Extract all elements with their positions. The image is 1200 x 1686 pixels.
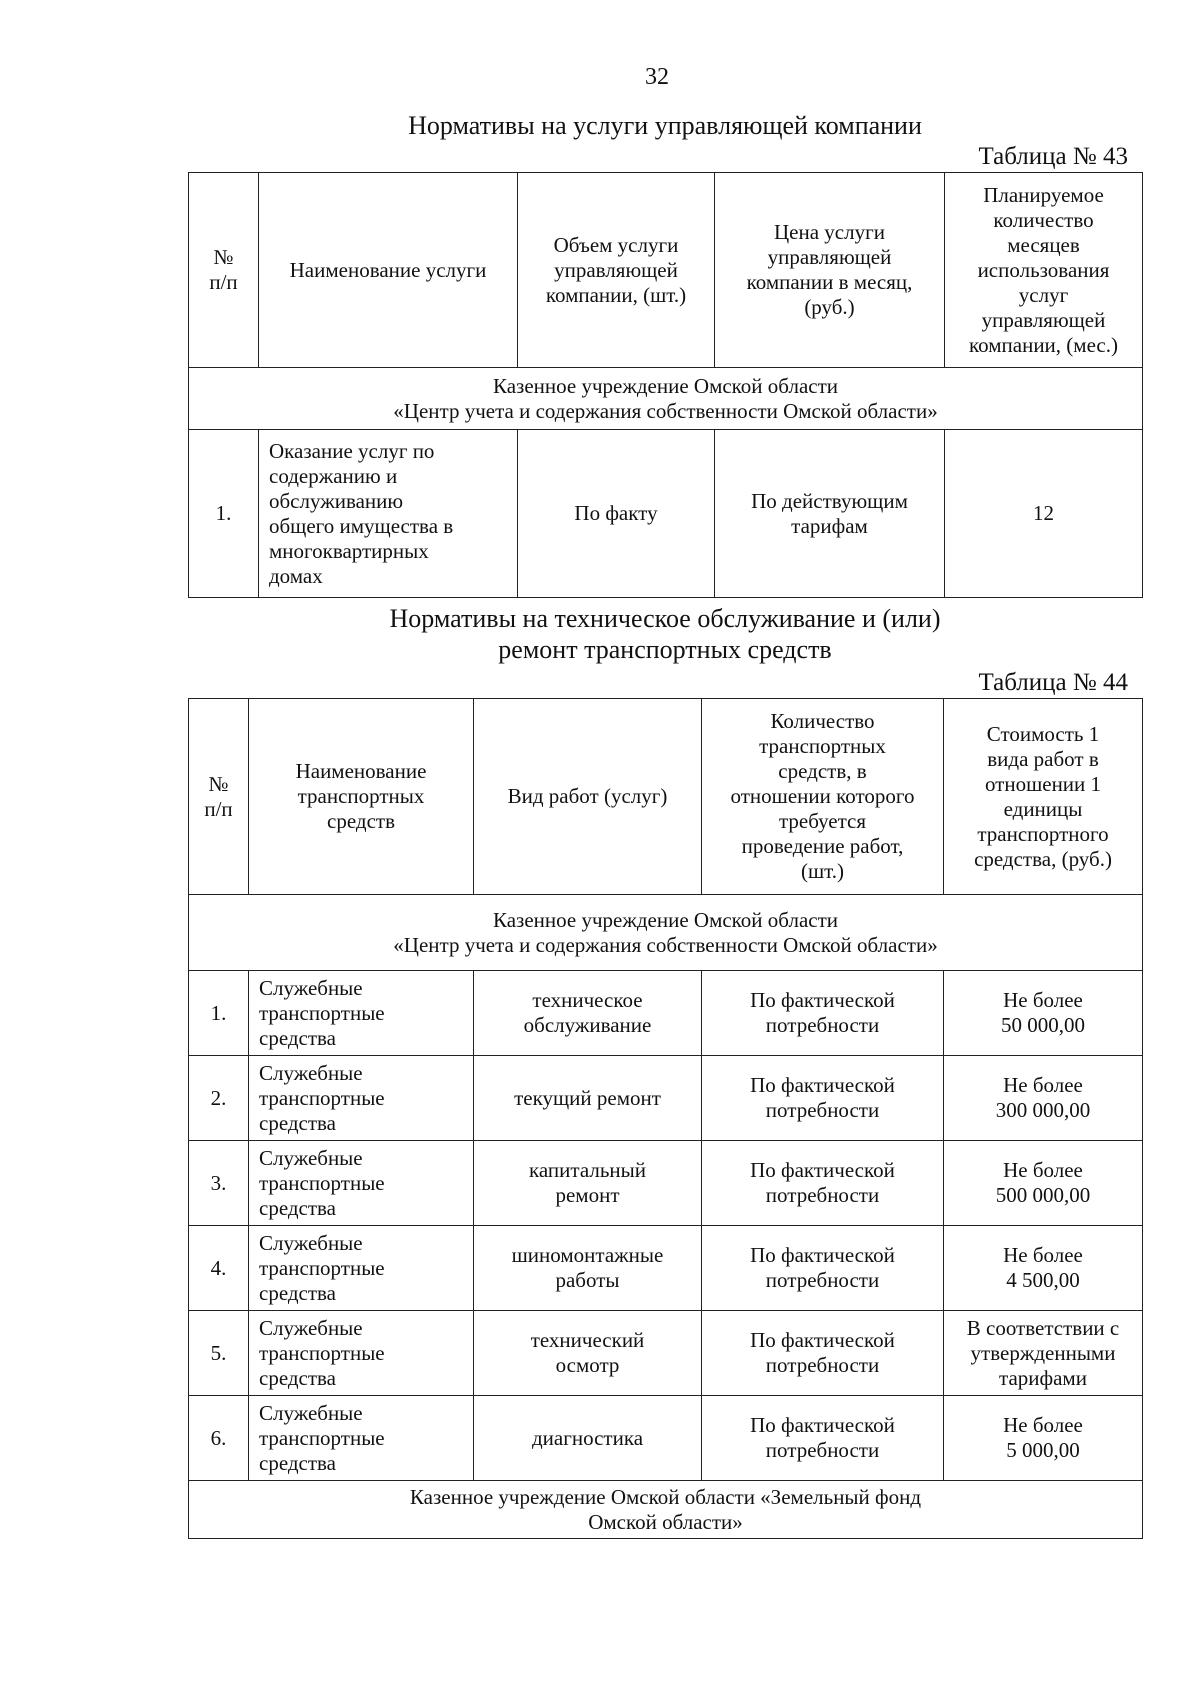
text-line: обслуживанию — [269, 488, 404, 513]
row-num: 5. — [189, 1311, 249, 1396]
row-vehicle-name — [249, 971, 474, 1056]
text-line: использования — [977, 257, 1110, 282]
row-work-type — [474, 971, 702, 1056]
text-line: компании, (мес.) — [969, 332, 1118, 357]
text-line: общего имущества в — [269, 513, 454, 538]
header-work-type — [474, 699, 702, 895]
row-cost — [944, 1056, 1143, 1141]
row-work-type — [474, 1396, 702, 1481]
text-line: (руб.) — [804, 295, 855, 319]
text-line: По фактической — [750, 1073, 895, 1097]
row-cost — [944, 1396, 1143, 1481]
table44-number: Таблица № 44 — [978, 669, 1128, 696]
row-num: 4. — [189, 1226, 249, 1311]
row-vehicle-count — [702, 1396, 944, 1481]
header-num — [189, 173, 259, 368]
text-line: текущий ремонт — [514, 1085, 661, 1110]
header-vehicle-name — [249, 699, 474, 895]
table44-org2-row — [189, 1481, 1143, 1539]
org-name — [189, 1481, 1143, 1539]
text-line: транспортные — [259, 1085, 385, 1110]
row-work-type — [474, 1141, 702, 1226]
text-line: Служебные — [259, 975, 363, 1000]
table-row — [189, 1311, 1143, 1396]
row-work-type — [474, 1311, 702, 1396]
text-line: Оказание услуг по — [269, 438, 435, 463]
table44-org-row — [189, 895, 1143, 971]
text-line: средства — [259, 1025, 337, 1050]
text-line: (шт.) — [800, 859, 844, 883]
text-line: средства — [259, 1450, 337, 1475]
table-row — [189, 1226, 1143, 1311]
text-line: Служебные — [259, 1060, 363, 1085]
text-line: Служебные — [259, 1400, 363, 1425]
text-line: Цена услуги — [774, 220, 885, 244]
text-line: потребности — [765, 1438, 880, 1462]
row-num: 2. — [189, 1056, 249, 1141]
text-line: «Центр учета и содержания собственности Омской области» — [393, 398, 938, 423]
text-line: По фактической — [750, 1158, 895, 1182]
table44-header-row — [189, 699, 1143, 895]
text-line: утвержденными — [970, 1340, 1116, 1365]
row-vehicle-count — [702, 1311, 944, 1396]
text-line: № — [213, 245, 234, 269]
row-num: 6. — [189, 1396, 249, 1481]
text-line: Служебные — [259, 1230, 363, 1255]
text-line: Не более — [1003, 1243, 1083, 1267]
header-price — [715, 173, 945, 368]
text-line: вида работ в — [987, 746, 1099, 771]
text-line: тарифами — [999, 1365, 1087, 1390]
text-line: единицы — [1003, 796, 1083, 821]
table-row — [189, 1141, 1143, 1226]
text-line: Казенное учреждение Омской области — [492, 373, 838, 398]
text-line: 300 000,00 — [995, 1098, 1091, 1122]
text-line: потребности — [765, 1098, 880, 1122]
text-line: ремонт — [555, 1183, 620, 1207]
text-line: транспортного — [977, 821, 1109, 846]
row-vehicle-count — [702, 1141, 944, 1226]
text-line: работы — [555, 1268, 620, 1292]
text-line: средства — [259, 1280, 337, 1305]
text-line: средств, в — [778, 759, 867, 783]
text-line: тарифам — [791, 513, 868, 538]
text-line: По фактической — [750, 1328, 895, 1352]
row-cost — [944, 971, 1143, 1056]
table43-header-row — [189, 173, 1143, 368]
row-service-name — [259, 430, 518, 598]
text-line: требуется — [778, 809, 867, 833]
table-row — [189, 971, 1143, 1056]
row-volume: По факту — [518, 430, 715, 598]
row-vehicle-count — [702, 1226, 944, 1311]
text-line: обслуживание — [523, 1013, 652, 1037]
row-cost — [944, 1226, 1143, 1311]
text-line: Не более — [1003, 1413, 1083, 1437]
table44-title — [188, 603, 1142, 665]
text-line: Служебные — [259, 1145, 363, 1170]
header-vehicle-count — [702, 699, 944, 895]
text-line: «Центр учета и содержания собственности Омской области» — [393, 932, 938, 957]
text-line: компании в месяц, — [746, 270, 913, 294]
text-line: транспортные — [259, 1340, 385, 1365]
header-num — [189, 699, 249, 895]
row-months: 12 — [945, 430, 1143, 598]
text-line: проведение работ, — [741, 834, 904, 858]
text-line: Наименование — [295, 759, 427, 783]
row-price — [715, 430, 945, 598]
text-line: средств — [327, 809, 395, 833]
row-cost — [944, 1311, 1143, 1396]
table-44 — [188, 698, 1143, 1539]
text-line: Нормативы на техническое обслуживание и (или) — [389, 604, 941, 633]
org-name — [189, 368, 1143, 430]
text-line: № — [208, 771, 229, 796]
text-line: средства — [259, 1365, 337, 1390]
text-line: компании, (шт.) — [545, 282, 687, 307]
header-volume — [518, 173, 715, 368]
table-row — [189, 1056, 1143, 1141]
text-line: содержанию и — [269, 463, 398, 488]
text-line: осмотр — [555, 1353, 620, 1377]
table43-number: Таблица № 43 — [978, 143, 1128, 170]
row-vehicle-name — [249, 1396, 474, 1481]
text-line: ремонт транспортных средств — [498, 635, 832, 664]
row-num: 1. — [189, 430, 259, 598]
text-line: транспортных — [759, 734, 886, 758]
text-line: диагностика — [531, 1425, 644, 1450]
text-line: Стоимость 1 — [986, 721, 1100, 746]
page-number: 32 — [645, 64, 669, 90]
text-line: количество — [993, 207, 1094, 232]
header-months — [945, 173, 1143, 368]
text-line: 500 000,00 — [995, 1183, 1091, 1207]
text-line: Служебные — [259, 1315, 363, 1340]
text-line: Вид работ (услуг) — [507, 784, 668, 808]
text-line: транспортных — [297, 784, 425, 808]
text-line: По фактической — [750, 1243, 895, 1267]
text-line: Количество — [770, 709, 875, 733]
text-line: В соответствии с — [966, 1315, 1120, 1340]
row-vehicle-count — [702, 1056, 944, 1141]
text-line: транспортные — [259, 1170, 385, 1195]
text-line: средства — [259, 1110, 337, 1135]
row-cost — [944, 1141, 1143, 1226]
row-num: 3. — [189, 1141, 249, 1226]
text-line: По фактической — [750, 988, 895, 1012]
org-name — [189, 895, 1143, 971]
text-line: транспортные — [259, 1000, 385, 1025]
table43-title: Нормативы на услуги управляющей компании — [408, 111, 922, 140]
text-line: По фактической — [750, 1413, 895, 1437]
row-vehicle-name — [249, 1056, 474, 1141]
text-line: средства — [259, 1195, 337, 1220]
text-line: управляющей — [554, 257, 678, 282]
text-line: транспортные — [259, 1255, 385, 1280]
header-cost — [944, 699, 1143, 895]
text-line: домах — [269, 563, 323, 588]
row-vehicle-name — [249, 1226, 474, 1311]
text-line: транспортные — [259, 1425, 385, 1450]
text-line: потребности — [765, 1268, 880, 1292]
row-vehicle-name — [249, 1311, 474, 1396]
table-43 — [188, 172, 1143, 598]
text-line: многоквартирных — [269, 538, 429, 563]
text-line: Наименование услуги — [289, 257, 487, 282]
text-line: потребности — [765, 1353, 880, 1377]
table-row — [189, 430, 1143, 598]
header-service-name — [259, 173, 518, 368]
text-line: управляющей — [981, 307, 1106, 332]
text-line: отношении которого — [730, 784, 915, 808]
text-line: месяцев — [1007, 232, 1080, 257]
text-line: 4 500,00 — [1006, 1268, 1080, 1292]
text-line: Не более — [1003, 1158, 1083, 1182]
text-line: Планируемое — [983, 182, 1104, 207]
text-line: Омской области» — [588, 1509, 743, 1534]
text-line: Объем услуги — [553, 232, 679, 257]
text-line: техническое — [532, 988, 643, 1012]
text-line: капитальный — [529, 1158, 646, 1182]
text-line: 5 000,00 — [1006, 1438, 1080, 1462]
table43-org-row — [189, 368, 1143, 430]
text-line: отношении 1 — [984, 771, 1102, 796]
text-line: п/п — [204, 796, 233, 821]
text-line: По действующим — [751, 488, 908, 513]
text-line: шиномонтажные — [511, 1243, 664, 1267]
table-row — [189, 1396, 1143, 1481]
text-line: средства, (руб.) — [974, 846, 1112, 871]
text-line: потребности — [765, 1183, 880, 1207]
row-vehicle-name — [249, 1141, 474, 1226]
text-line: технический — [530, 1328, 645, 1352]
text-line: услуг — [1018, 282, 1069, 307]
text-line: 50 000,00 — [1001, 1013, 1085, 1037]
text-line: Не более — [1003, 1073, 1083, 1097]
row-vehicle-count — [702, 971, 944, 1056]
row-num: 1. — [189, 971, 249, 1056]
row-work-type — [474, 1226, 702, 1311]
row-work-type — [474, 1056, 702, 1141]
text-line: управляющей — [767, 245, 892, 269]
text-line: потребности — [765, 1013, 880, 1037]
text-line: Казенное учреждение Омской области — [492, 907, 838, 932]
text-line: п/п — [209, 270, 238, 294]
text-line: Не более — [1003, 988, 1083, 1012]
text-line: Казенное учреждение Омской области «Земельный фонд — [409, 1484, 922, 1509]
